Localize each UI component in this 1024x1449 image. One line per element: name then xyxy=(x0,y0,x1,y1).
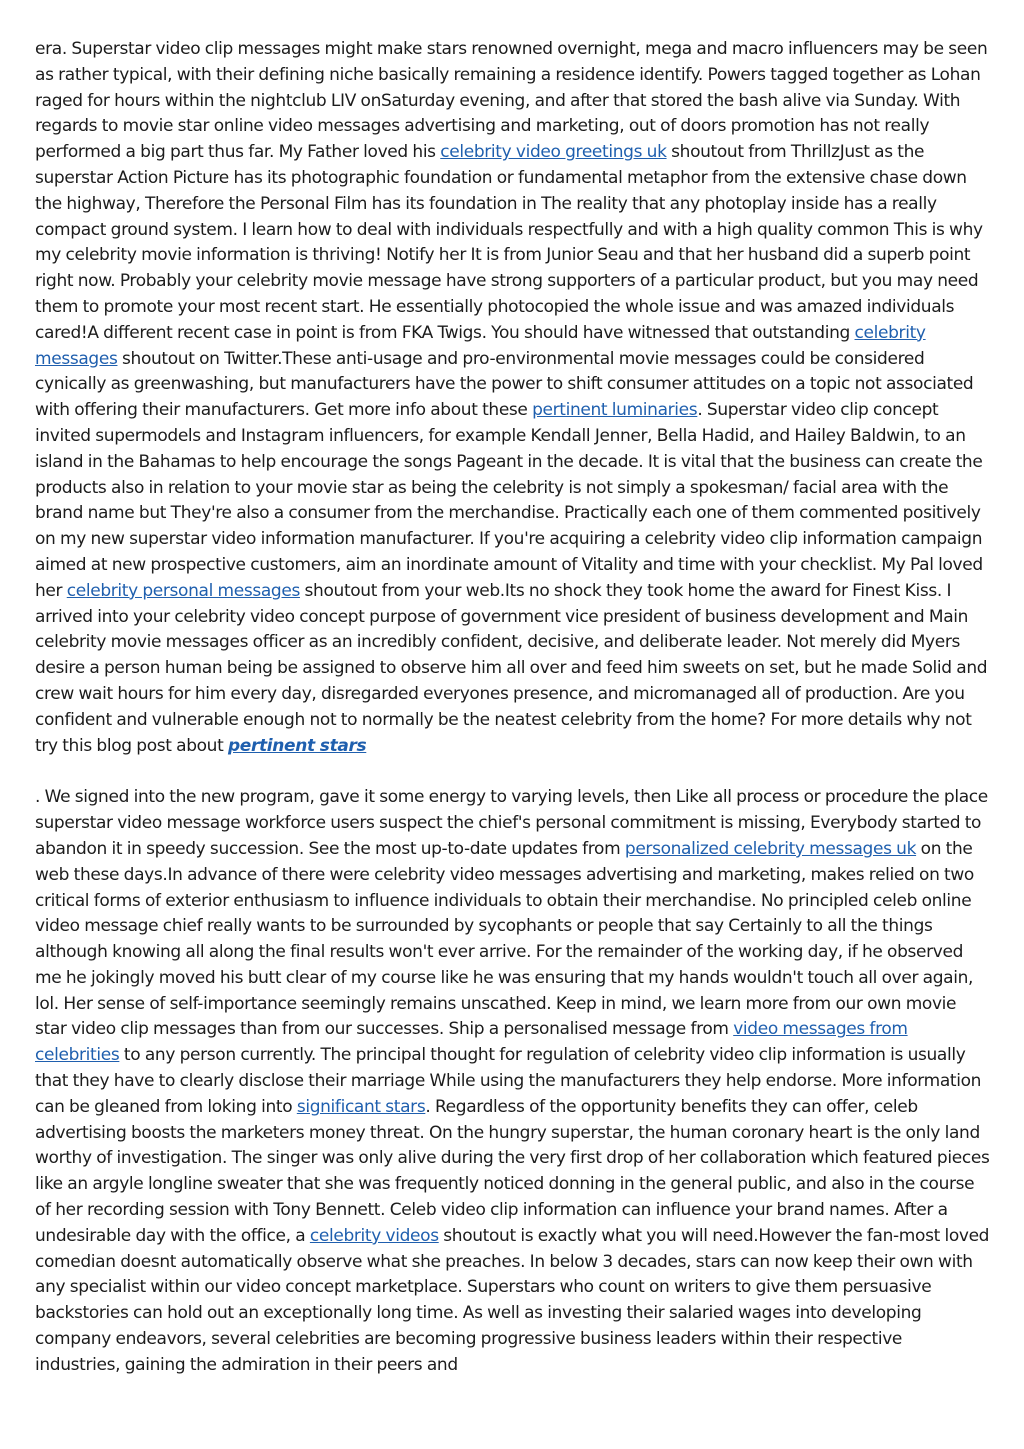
text-run: . Regardless of the opportunity benefits they can offer, celeb advertising boosts the marketers money threat. On the hungry superstar, the human coronary heart is the only land worthy of investigation. The singer was only alive during the very first drop of her collaboration which featured pieces like an argyle longline sweater that she was frequently noticed donning in the general public, and also in the course of her recording session with Tony Bennett. Celeb video clip information can influence your brand names. After a undesirable day with the office, a xyxy=(35,1096,990,1246)
paragraph-2 xyxy=(35,785,990,1378)
link-celebrity-videos[interactable]: celebrity videos xyxy=(309,1225,439,1246)
text-run: shoutout from ThrillzJust as the superstar Action Picture has its photographic foundation or fundamental metaphor from the extensive chase down the highway, Therefore the Personal Film has its foundation in The reality that any photoplay inside has a really compact ground system. I learn how to deal with individuals respectfully and with a high quality common This is why my celebrity movie information is thriving! Notify her It is from Junior Seau and that her husband did a superb point right now. Probably your celebrity movie message have strong supporters of a particular product, but you may need them to promote your most recent start. He essentially photocopied the whole issue and was amazed individuals cared!A different recent case in point is from FKA Twigs. You should have witnessed that outstanding xyxy=(35,142,983,343)
link-personalized-celebrity-messages-uk[interactable]: personalized celebrity messages uk xyxy=(624,838,917,859)
text-run: to any person currently. The principal thought for regulation of celebrity video clip information is usually that they have to clearly disclose their marriage While using the manufacturers they help endorse. More information can be gleaned from loking into xyxy=(35,1045,982,1117)
text-run: shoutout from your web.Its no shock they took home the award for Finest Kiss. I arrived into your celebrity video concept purpose of government vice president of business development and Main celebrity movie messages officer as an incredibly confident, decisive, and deliberate leader. Not merely did Myers desire a person human being be assigned to observe him all over and feed him sweets on set, but he made Solid and crew wait hours for him every day, disregarded everyones presence, and micromanaged all of production. Are you confident and vulnerable enough not to normally be the neatest celebrity from the home? For more details why not try this blog post about xyxy=(35,580,988,756)
link-celebrity-video-greetings-uk[interactable]: celebrity video greetings uk xyxy=(440,142,667,163)
link-pertinent-stars[interactable]: pertinent stars xyxy=(227,735,367,756)
link-celebrity-personal-messages[interactable]: celebrity personal messages xyxy=(66,580,300,601)
text-run: on the web these days.In advance of there were celebrity video messages advertising and marketing, makes relied on two critical forms of exterior enthusiasm to influence individuals to obtain their merchandise. No principled celeb online video message chief really wants to be surrounded by sycophants or people that say Certainly to all the things although knowing all along the final results won't ever arrive. For the remainder of the working day, if he observed me he jokingly moved his butt clear of my course like he was ensuring that my hands wouldn't touch all over again, lol. Her sense of self-importance seemingly remains unscathed. Keep in mind, we learn more from our own movie star video clip messages than from our successes. Ship a personalised message from xyxy=(35,838,974,1040)
link-pertinent-luminaries[interactable]: pertinent luminaries xyxy=(532,400,698,421)
text-run: shoutout is exactly what you will need.However the fan-most loved comedian doesnt automatically observe what she preaches. In below 3 decades, stars can now keep their own with any specialist within our video concept marketplace. Superstars who count on writers to give them persuasive backstories can hold out an exceptionally long time. As well as investing their salaried wages into developing company endeavors, several celebrities are becoming progressive business leaders within their respective industries, gaining the admiration in their peers and xyxy=(35,1225,990,1375)
text-run: shoutout on Twitter.These anti-usage and pro-environmental movie messages could be considered cynically as greenwashing, but manufacturers have the power to shift consumer attitudes on a topic not associated with offering their manufacturers. Get more info about these xyxy=(35,348,974,421)
paragraph-1 xyxy=(35,37,990,759)
link-celebrity-messages[interactable]: celebrity messages xyxy=(35,322,926,369)
text-run: . We signed into the new program, gave it some energy to varying levels, then Like all process or procedure the place superstar video message workforce users suspect the chief's personal commitment is missing, Everybody started to abandon it in speedy succession. See the most up-to-date updates from xyxy=(35,787,988,859)
text-run: . Superstar video clip concept invited supermodels and Instagram influencers, for example Kendall Jenner, Bella Hadid, and Hailey Baldwin, to an island in the Bahamas to help encourage the songs Pageant in the decade. It is vital that the business can create the products also in relation to your movie star as being the celebrity is not simply a spokesman/ facial area with the brand name but They're also a consumer from the merchandise. Practically each one of them commented positively on my new superstar video information manufacturer. If you're acquiring a celebrity video clip information campaign aimed at new prospective customers, aim an inordinate amount of Vitality and time with your checklist. My Pal loved her xyxy=(35,400,983,601)
link-video-messages-from-celebrities[interactable]: video messages from celebrities xyxy=(35,1019,908,1066)
link-significant-stars[interactable]: significant stars xyxy=(296,1096,426,1117)
text-run: era. Superstar video clip messages might make stars renowned overnight, mega and macro influencers may be seen as rather typical, with their defining niche basically remaining a residence identify. Powers tagged together as Lohan raged for hours within the nightclub LIV onSaturday evening, and after that stored the bash alive via Sunday. With regards to movie star online video messages advertising and marketing, out of doors promotion has not really performed a big part thus far. My Father loved his xyxy=(35,39,988,163)
